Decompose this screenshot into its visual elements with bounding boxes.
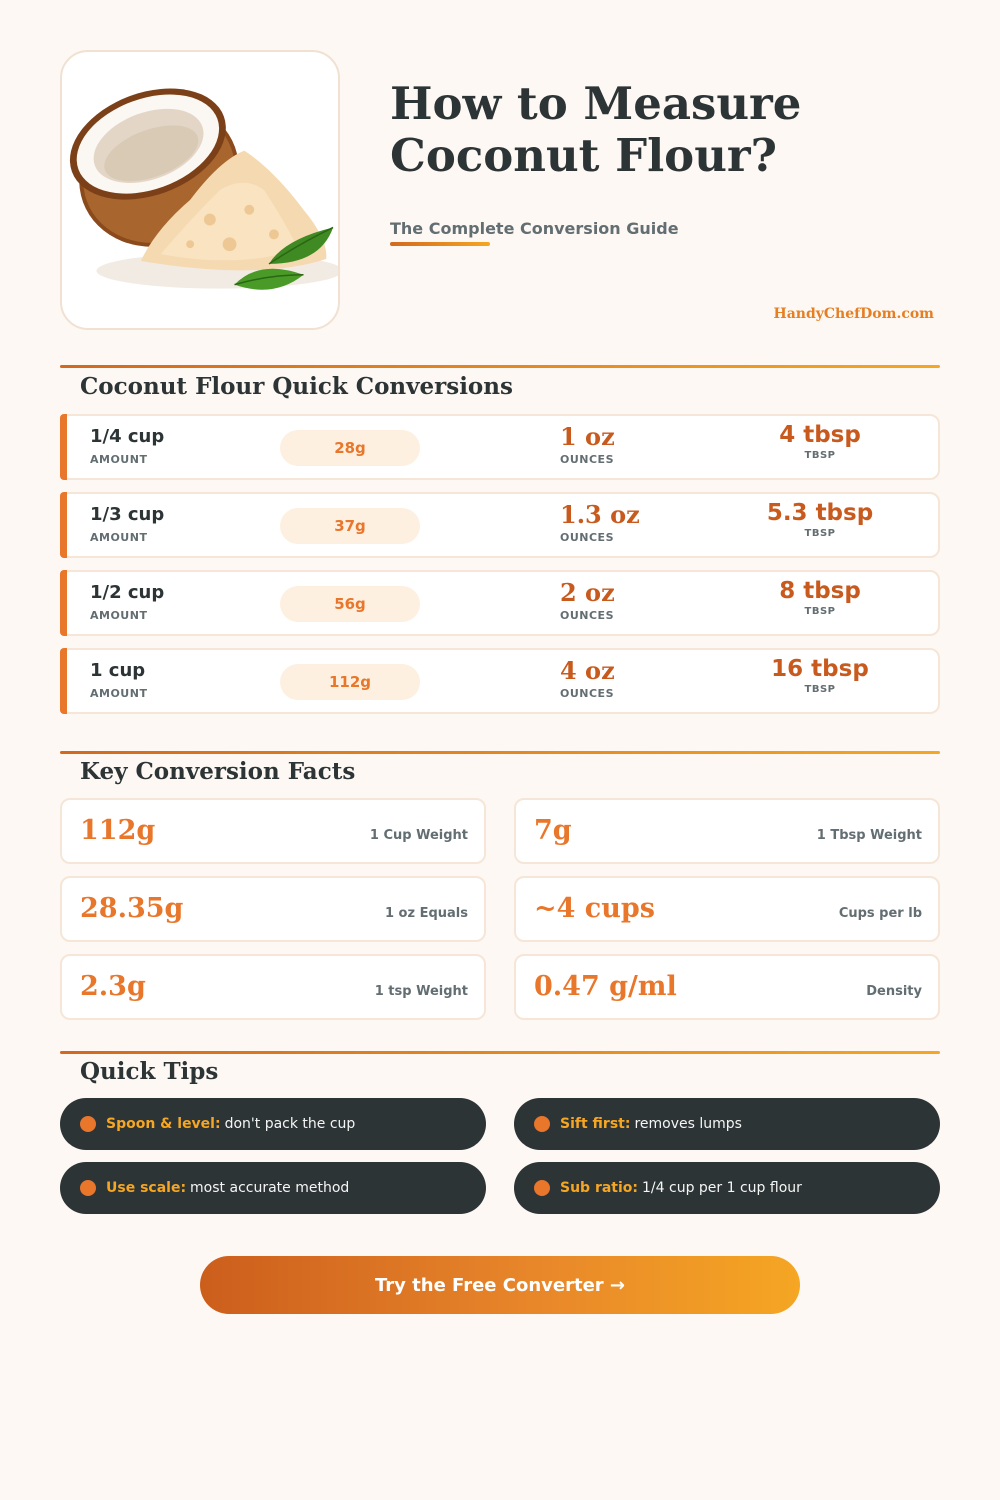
row-accent-bar	[60, 492, 67, 558]
conversion-row	[60, 414, 940, 480]
section-divider	[60, 365, 940, 368]
conversion-row	[60, 492, 940, 558]
tip-text: don't pack the cup	[224, 1116, 356, 1132]
fact-card	[514, 798, 940, 864]
fact-value: 112g	[80, 815, 156, 846]
amount-label: AMOUNT	[90, 453, 148, 466]
fact-card	[514, 876, 940, 942]
amount-value: 1/2 cup	[90, 582, 165, 603]
tip-item	[60, 1098, 486, 1150]
hero-image-card	[60, 50, 340, 330]
amount-value: 1 cup	[90, 660, 146, 681]
fact-label: 1 tsp Weight	[374, 984, 468, 999]
tip-key: Spoon & level:	[106, 1116, 221, 1132]
fact-value: 0.47 g/ml	[534, 971, 677, 1002]
grams-pill: 112g	[280, 664, 420, 700]
tip-text: most accurate method	[190, 1180, 350, 1196]
row-accent-bar	[60, 570, 67, 636]
ounces-label: OUNCES	[560, 453, 614, 466]
bullet-dot-icon	[534, 1116, 550, 1132]
ounces-label: OUNCES	[560, 687, 614, 700]
fact-value: ~4 cups	[534, 893, 655, 924]
bullet-dot-icon	[534, 1180, 550, 1196]
fact-label: Cups per lb	[838, 906, 922, 921]
tbsp-value: 8 tbsp	[779, 578, 861, 604]
fact-card	[60, 876, 486, 942]
ounces-label: OUNCES	[560, 531, 614, 544]
fact-card	[514, 954, 940, 1020]
bullet-dot-icon	[80, 1180, 96, 1196]
tip-key: Sub ratio:	[560, 1180, 639, 1196]
tip-item	[514, 1098, 940, 1150]
bullet-dot-icon	[80, 1116, 96, 1132]
ounces-label: OUNCES	[560, 609, 614, 622]
tip-text: removes lumps	[634, 1116, 742, 1132]
tip-item	[514, 1162, 940, 1214]
coconut-flour-illustration	[62, 52, 338, 328]
fact-value: 7g	[534, 815, 572, 846]
ounces-value: 1 oz	[560, 422, 615, 451]
ounces-value: 2 oz	[560, 578, 615, 607]
tbsp-label: TBSP	[804, 450, 836, 461]
tips-title: Quick Tips	[80, 1058, 219, 1085]
title-line-1: How to Measure	[390, 77, 802, 130]
conversion-row	[60, 648, 940, 714]
grams-pill: 37g	[280, 508, 420, 544]
tbsp-label: TBSP	[804, 528, 836, 539]
subtitle: The Complete Conversion Guide	[390, 219, 679, 238]
tbsp-label: TBSP	[804, 684, 836, 695]
amount-label: AMOUNT	[90, 531, 148, 544]
facts-title: Key Conversion Facts	[80, 758, 356, 785]
section-divider	[60, 1051, 940, 1054]
fact-value: 2.3g	[80, 971, 146, 1002]
fact-value: 28.35g	[80, 893, 184, 924]
row-accent-bar	[60, 414, 67, 480]
tip-item	[60, 1162, 486, 1214]
fact-card	[60, 954, 486, 1020]
tbsp-value: 16 tbsp	[771, 656, 869, 682]
ounces-value: 4 oz	[560, 656, 615, 685]
fact-label: 1 Tbsp Weight	[816, 828, 922, 843]
tbsp-value: 4 tbsp	[779, 422, 861, 448]
tbsp-label: TBSP	[804, 606, 836, 617]
grams-pill: 56g	[280, 586, 420, 622]
tip-key: Use scale:	[106, 1180, 187, 1196]
fact-label: 1 oz Equals	[384, 906, 468, 921]
conversions-title: Coconut Flour Quick Conversions	[80, 373, 513, 400]
conversion-row	[60, 570, 940, 636]
title-line-2: Coconut Flour?	[390, 129, 777, 182]
tbsp-value: 5.3 tbsp	[766, 500, 874, 526]
amount-label: AMOUNT	[90, 687, 148, 700]
amount-label: AMOUNT	[90, 609, 148, 622]
row-accent-bar	[60, 648, 67, 714]
ounces-value: 1.3 oz	[560, 500, 640, 529]
fact-card	[60, 798, 486, 864]
brand-link[interactable]: HandyChefDom.com	[773, 306, 934, 322]
fact-label: Density	[866, 984, 922, 999]
grams-pill: 28g	[280, 430, 420, 466]
try-converter-button[interactable]: Try the Free Converter →	[200, 1256, 800, 1314]
subtitle-underline	[390, 242, 490, 246]
fact-label: 1 Cup Weight	[369, 828, 468, 843]
amount-value: 1/3 cup	[90, 504, 165, 525]
tip-text: 1/4 cup per 1 cup flour	[642, 1180, 802, 1196]
amount-value: 1/4 cup	[90, 426, 165, 447]
page-title	[390, 78, 950, 182]
section-divider	[60, 751, 940, 754]
tip-key: Sift first:	[560, 1116, 631, 1132]
